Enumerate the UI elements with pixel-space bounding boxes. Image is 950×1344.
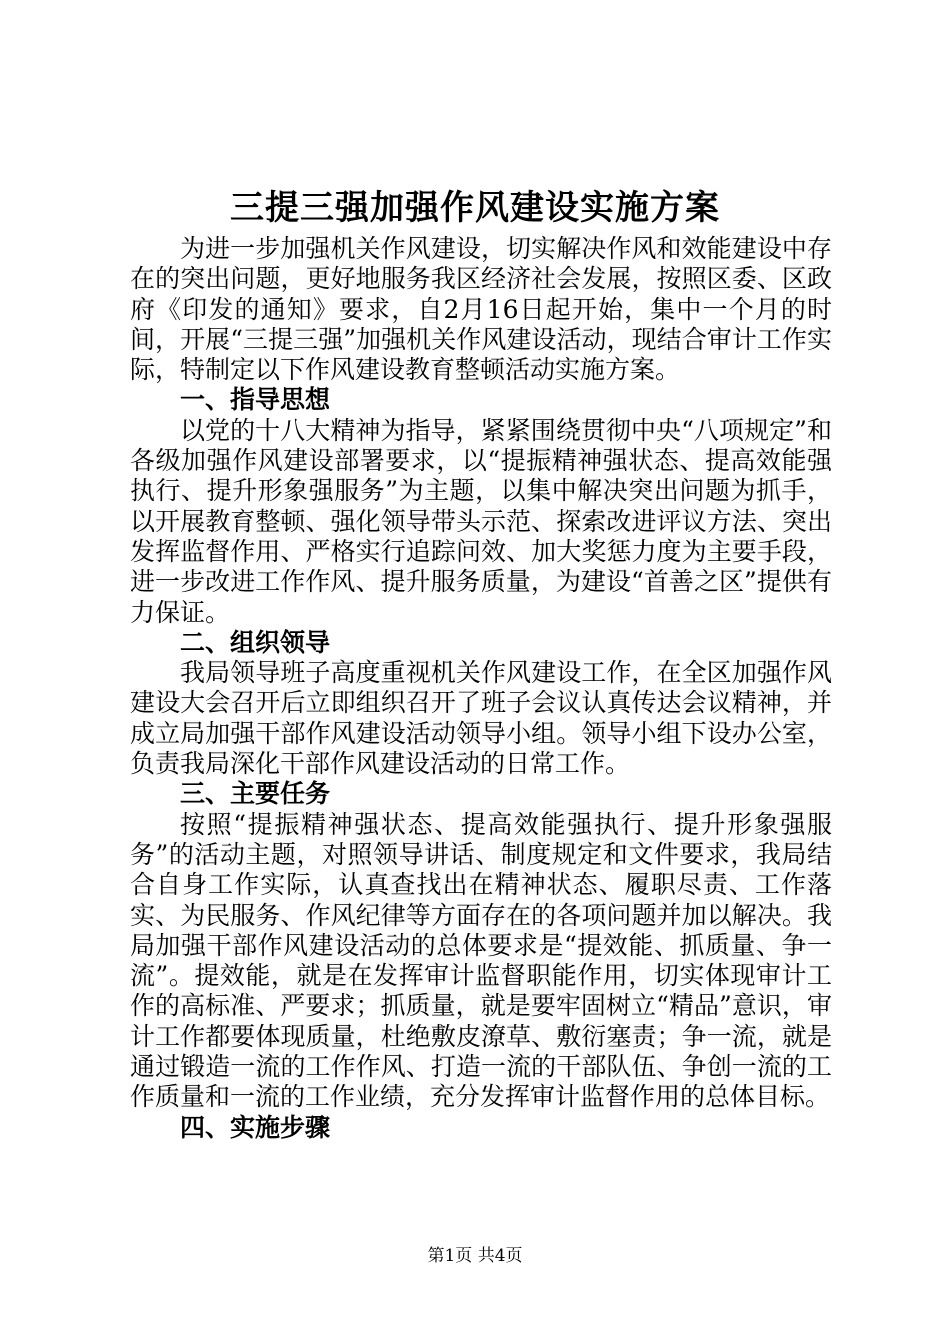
section-heading-2: 二、组织领导 bbox=[180, 627, 331, 657]
section-text-2: 我局领导班子高度重视机关作风建设工作，在全区加强作风建设大会召开后立即组织召开了班子会议认真传达会议精神，并成立局加强干部作风建设活动领导小组。领导小组下设办公室，负责我局深化干部作风建设活动的日常工作。 bbox=[130, 658, 832, 779]
section-heading-3: 三、主要任务 bbox=[180, 779, 331, 809]
section-heading-4: 四、实施步骤 bbox=[180, 1112, 331, 1142]
section-heading-1: 一、指导思想 bbox=[180, 385, 331, 415]
section-text-1: 以党的十八大精神为指导，紧紧围绕贯彻中央“八项规定”和各级加强作风建设部署要求，以“提振精神强状态、提高效能强执行、提升形象强服务”为主题，以集中解决突出问题为抓手，以开展教育整顿、强化领导带头示范、探索改进评议方法、突出发挥监督作用、严格实行追踪问效、加大奖惩力度为主要手段，进一步改进工作作风、提升服务质量，为建设“首善之区”提供有力保证。 bbox=[130, 415, 832, 627]
document-body bbox=[130, 234, 832, 1143]
page-footer: 第1页 共4页 bbox=[427, 1246, 523, 1266]
intro-paragraph: 为进一步加强机关作风建设，切实解决作风和效能建设中存在的突出问题，更好地服务我区经济社会发展，按照区委、区政府《印发的通知》要求，自2月16日起开始，集中一个月的时间，开展“三提三强”加强机关作风建设活动，现结合审计工作实际，特制定以下作风建设教育整顿活动实施方案。 bbox=[130, 234, 832, 385]
section-text-3: 按照“提振精神强状态、提高效能强执行、提升形象强服务”的活动主题，对照领导讲话、制度规定和文件要求，我局结合自身工作实际，认真查找出在精神状态、履职尽责、工作落实、为民服务、作风纪律等方面存在的各项问题并加以解决。我局加强干部作风建设活动的总体要求是“提效能、抓质量、争一流”。提效能，就是在发挥审计监督职能作用，切实体现审计工作的高标准、严要求；抓质量，就是要牢固树立“精品”意识，审计工作都要体现质量，杜绝敷皮潦草、敷衍塞责；争一流，就是通过锻造一流的工作作风、打造一流的干部队伍、争创一流的工作质量和一流的工作业绩，充分发挥审计监督作用的总体目标。 bbox=[130, 809, 832, 1112]
document-title: 三提三强加强作风建设实施方案 bbox=[230, 188, 720, 228]
